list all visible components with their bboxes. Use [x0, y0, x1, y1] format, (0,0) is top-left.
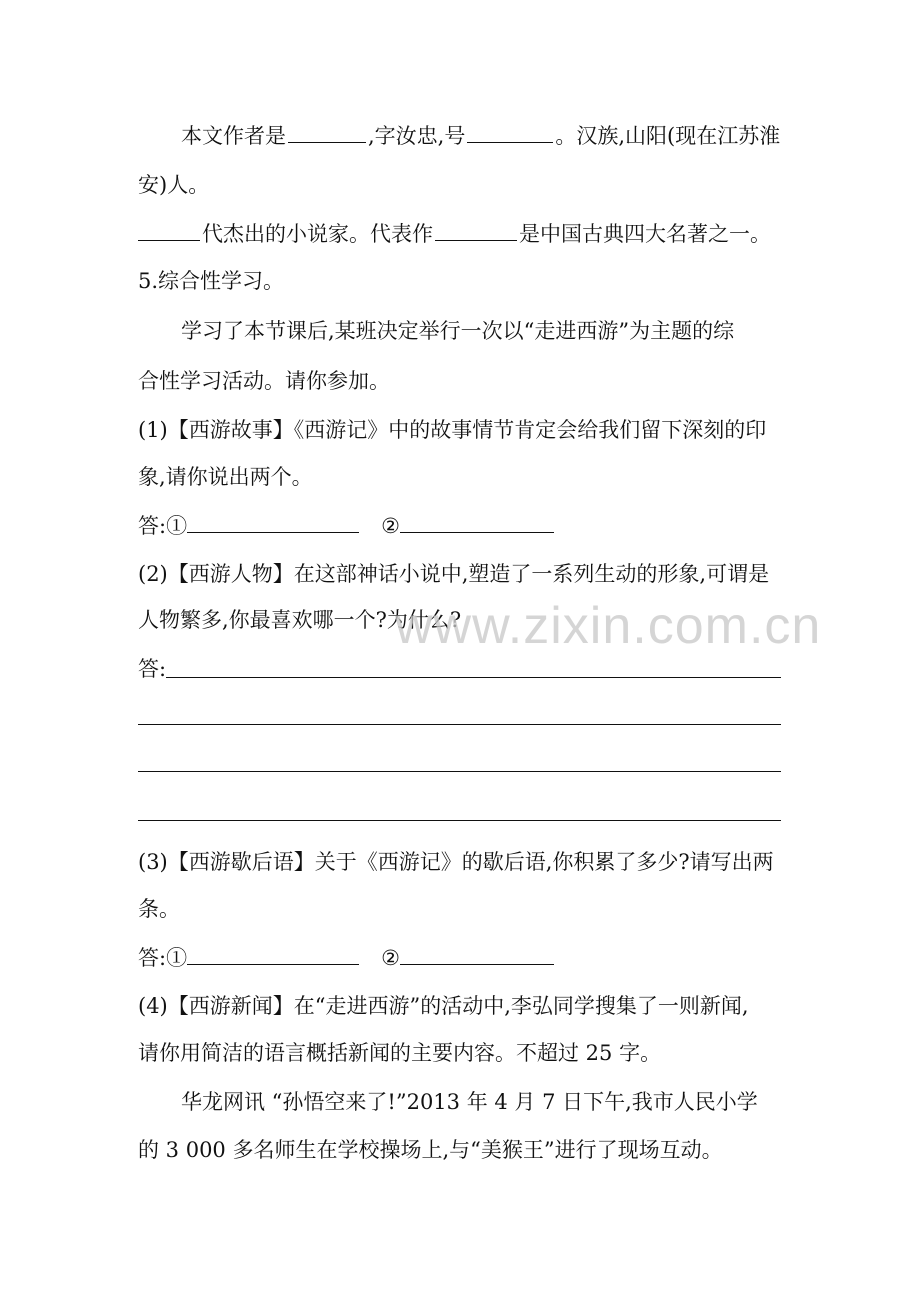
q5-3-answer [138, 942, 556, 973]
dynasty-blank[interactable] [138, 218, 200, 241]
news-line-2: 的 3 000 多名师生在学校操场上,与“美猴王”进行了现场互动。 [138, 1138, 723, 1162]
q5-3-line-1: (3)【西游歇后语】关于《西游记》的歇后语,你积累了多少?请写出两 [138, 850, 774, 874]
masterpiece-blank[interactable] [435, 218, 517, 241]
author-name-blank[interactable] [288, 120, 366, 143]
author-alias-blank[interactable] [467, 120, 553, 143]
answer-line-2[interactable] [138, 724, 781, 725]
q5-2-line-2: 人物繁多,你最喜欢哪一个?为什么? [138, 608, 462, 632]
q5-4-line-1: (4)【西游新闻】在“走进西游”的活动中,李弘同学搜集了一则新闻, [138, 994, 749, 1018]
news-line-1: 华龙网讯 “孙悟空来了!”2013 年 4 月 7 日下午,我市人民小学 [181, 1090, 758, 1114]
q5-1-line-2: 象,请你说出两个。 [138, 465, 313, 489]
q5-intro-line-1: 学习了本节课后,某班决定举行一次以“走进西游”为主题的综 [181, 319, 735, 343]
saying-2-blank[interactable] [400, 942, 554, 965]
author-text-novelist: 代杰出的小说家。代表作 [202, 222, 433, 246]
q5-intro-line-2: 合性学习活动。请你参加。 [138, 369, 390, 393]
q5-1-line-1: (1)【西游故事】《西游记》中的故事情节肯定会给我们留下深刻的印 [138, 418, 767, 442]
q5-1-answer [138, 510, 556, 541]
answer-mark-2: ② [381, 514, 400, 538]
answer-label: 答:① [138, 514, 188, 538]
author-line-1 [181, 120, 780, 151]
site-watermark: www.zixin.com.cn [395, 597, 822, 655]
answer-line-3[interactable] [138, 771, 781, 772]
author-line-2 [138, 170, 209, 200]
story-1-blank[interactable] [187, 510, 359, 533]
answer-label: 答: [138, 657, 167, 681]
answer-label: 答:① [138, 946, 188, 970]
q5-2-line-1: (2)【西游人物】在这部神话小说中,塑造了一系列生动的形象,可谓是 [138, 562, 770, 586]
q5-3-line-2: 条。 [138, 897, 180, 921]
answer-mark-2: ② [381, 946, 400, 970]
answer-line-4[interactable] [138, 820, 781, 821]
q5-2-answer [138, 654, 166, 684]
author-text-a: 本文作者是 [181, 124, 286, 148]
saying-1-blank[interactable] [187, 942, 359, 965]
q5-title: 5.综合性学习。 [138, 269, 285, 293]
author-line-3 [138, 218, 771, 249]
author-text-c: 。汉族,山阳(现在江苏淮 [555, 124, 781, 148]
q5-4-line-2: 请你用简洁的语言概括新闻的主要内容。不超过 25 字。 [138, 1041, 662, 1065]
author-text-hometown: 安)人。 [138, 173, 210, 197]
story-2-blank[interactable] [400, 510, 554, 533]
answer-line-1[interactable] [166, 677, 781, 678]
author-text-b: ,字汝忠,号 [368, 124, 466, 148]
author-text-classic: 是中国古典四大名著之一。 [519, 222, 771, 246]
